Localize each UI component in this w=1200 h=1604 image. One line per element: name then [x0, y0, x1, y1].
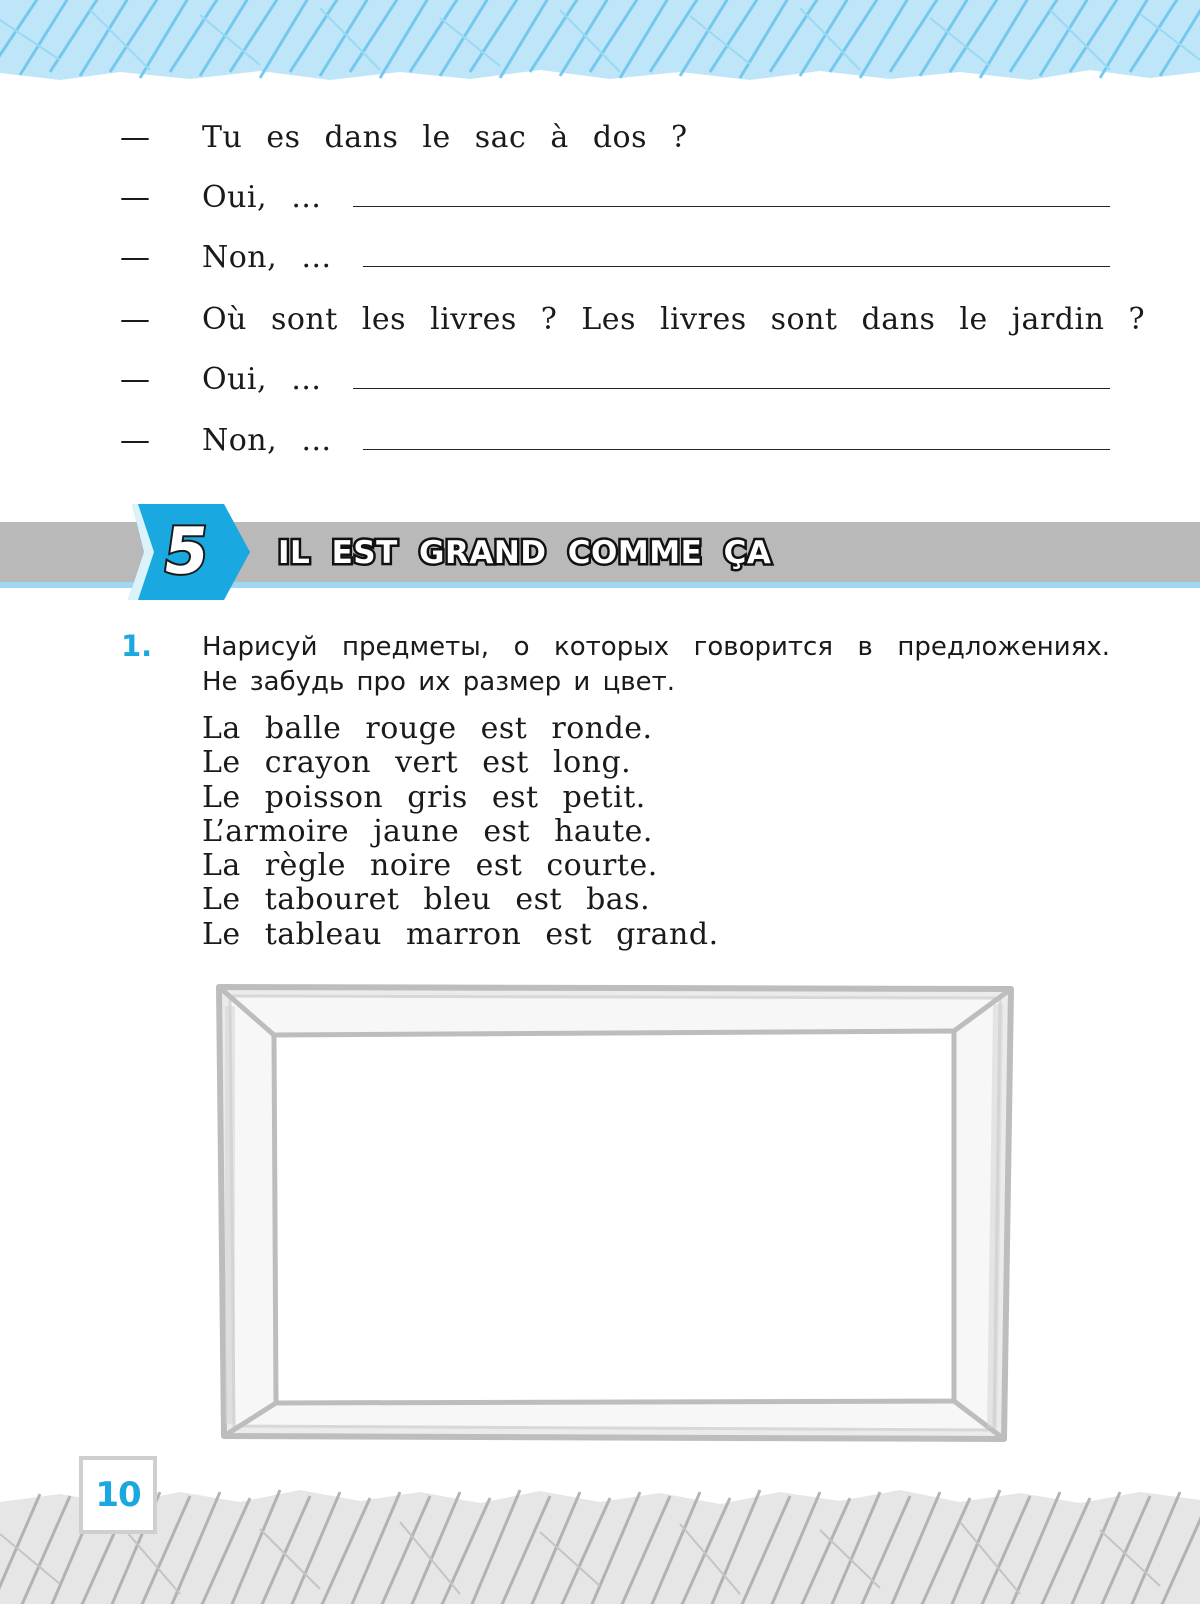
exercise-number: 1.	[121, 629, 153, 663]
dialog-answer-prompt: Non, …	[202, 240, 332, 275]
dialog-line	[0, 178, 1200, 218]
list-item: Le tableau marron est grand.	[202, 916, 719, 952]
dialog-line	[0, 421, 1200, 461]
list-item: La règle noire est courte.	[202, 848, 658, 884]
dialog-question: Où sont les livres ? Les livres sont dans le jardin ?	[202, 302, 1146, 337]
answer-blank-line[interactable]	[353, 206, 1110, 207]
dialog-answer-prompt: Non, …	[202, 423, 332, 458]
dialog-dash: —	[120, 240, 150, 275]
page-number-box	[79, 1456, 157, 1534]
dialog-line	[0, 360, 1200, 400]
dialog-line	[0, 118, 1200, 158]
page-number: 10	[95, 1475, 141, 1515]
dialog-dash: —	[120, 423, 150, 458]
dialog-answer-prompt: Oui, …	[202, 180, 322, 215]
instruction-line: Нарисуй предметы, о которых говорится в предложениях.	[202, 632, 1110, 662]
dialog-question: Tu es dans le sac à dos ?	[202, 120, 688, 155]
sentence-list	[202, 712, 719, 952]
dialog-line	[0, 238, 1200, 278]
instruction-line: Не забудь про их размер и цвет.	[202, 667, 676, 697]
list-item: Le crayon vert est long.	[202, 745, 632, 781]
dialog-answer-prompt: Oui, …	[202, 362, 322, 397]
dialog-dash: —	[120, 302, 150, 337]
exercise-instruction	[202, 630, 1110, 700]
list-item: L’armoire jaune est haute.	[202, 813, 653, 849]
dialog-dash: —	[120, 180, 150, 215]
list-item: Le poisson gris est petit.	[202, 779, 646, 815]
dialog-line	[0, 300, 1200, 340]
lesson-number: 5	[158, 515, 214, 589]
drawing-area-frame[interactable]	[216, 984, 1016, 1444]
header-hatch-band	[0, 0, 1200, 96]
lesson-title: IL EST GRAND COMME ÇA	[278, 535, 772, 571]
list-item: La balle rouge est ronde.	[202, 711, 653, 746]
answer-blank-line[interactable]	[363, 449, 1110, 450]
answer-blank-line[interactable]	[363, 266, 1110, 267]
footer-hatch-band	[0, 1474, 1200, 1604]
dialog-dash: —	[120, 362, 150, 397]
answer-blank-line[interactable]	[353, 388, 1110, 389]
dialog-dash: —	[120, 120, 150, 155]
list-item: Le tabouret bleu est bas.	[202, 882, 651, 918]
